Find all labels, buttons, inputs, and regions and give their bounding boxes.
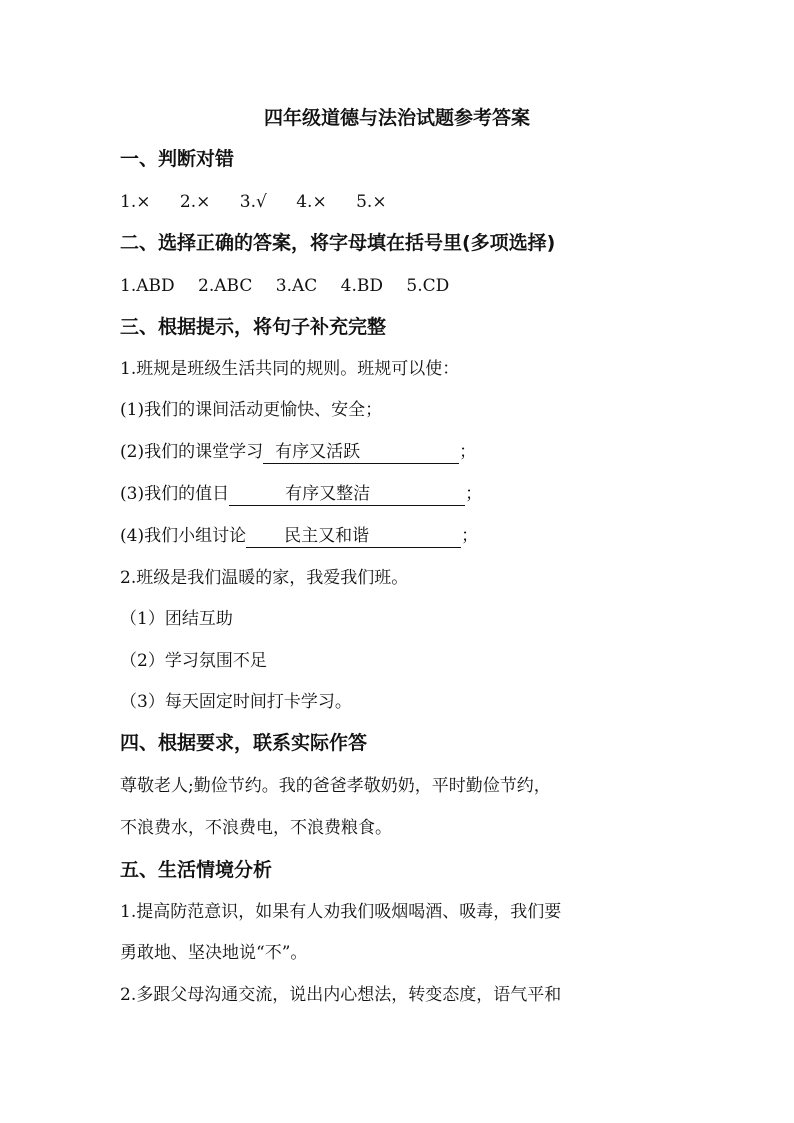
- section-1-heading: 一、判断对错: [120, 148, 235, 170]
- fill-item-prefix: (2)我们的课堂学习: [120, 442, 264, 462]
- answer-2: 2.×: [179, 192, 211, 212]
- fill-item-prefix: (3)我们的值日: [120, 484, 230, 504]
- section-1-answers: [120, 189, 387, 215]
- document-title: 四年级道德与法治试题参考答案: [263, 107, 530, 129]
- fill-item-4: [120, 523, 478, 549]
- list-item-2: （2）学习氛围不足: [120, 651, 267, 671]
- answer-1: 1.×: [120, 192, 151, 212]
- fill-item-2: [120, 439, 476, 465]
- list-item-1: （1）团结互助: [120, 609, 233, 629]
- paragraph-line: 尊敬老人;勤俭节约。我的爸爸孝敬奶奶，平时勤俭节约，: [120, 776, 551, 796]
- section-2-answers: [120, 273, 449, 299]
- answer-3: 3.√: [239, 192, 267, 212]
- fill-item-answer: 有序又活跃: [263, 441, 459, 464]
- fill-item-end: ；: [461, 526, 479, 546]
- paragraph-line: 1.提高防范意识，如果有人劝我们吸烟喝酒、吸毒，我们要: [120, 902, 562, 922]
- answer-2: 2.ABC: [198, 276, 253, 296]
- list-item-3: （3）每天固定时间打卡学习。: [120, 692, 352, 712]
- answer-5: 5.×: [356, 192, 387, 212]
- section-5-heading: 五、生活情境分析: [120, 859, 273, 881]
- fill-item-end: ；: [459, 442, 477, 462]
- section-4-heading: 四、根据要求，联系实际作答: [120, 732, 368, 754]
- fill-item-answer: 民主又和谐: [246, 525, 461, 548]
- fill-item-prefix: (4)我们小组讨论: [120, 526, 247, 546]
- section-3-question-1: 1.班规是班级生活共同的规则。班规可以使：: [120, 359, 460, 379]
- fill-item-1: (1)我们的课间活动更愉快、安全；: [120, 400, 383, 420]
- fill-item-3: [120, 481, 482, 507]
- answer-5: 5.CD: [406, 276, 450, 296]
- paragraph-line: 2.多跟父母沟通交流，说出内心想法，转变态度，语气平和: [120, 985, 562, 1005]
- paragraph-line: 勇敢地、坚决地说“不”。: [120, 943, 308, 963]
- paragraph-line: 不浪费水，不浪费电，不浪费粮食。: [120, 818, 392, 838]
- answer-3: 3.AC: [275, 276, 318, 296]
- answer-4: 4.×: [296, 192, 327, 212]
- section-2-heading: 二、选择正确的答案，将字母填在括号里(多项选择): [120, 232, 556, 254]
- answer-1: 1.ABD: [120, 276, 175, 296]
- section-3-heading: 三、根据提示，将句子补充完整: [120, 316, 387, 338]
- answer-4: 4.BD: [340, 276, 384, 296]
- section-3-question-2: 2.班级是我们温暖的家，我爱我们班。: [120, 568, 409, 588]
- fill-item-answer: 有序又整洁: [229, 483, 465, 506]
- fill-item-end: ；: [465, 484, 483, 504]
